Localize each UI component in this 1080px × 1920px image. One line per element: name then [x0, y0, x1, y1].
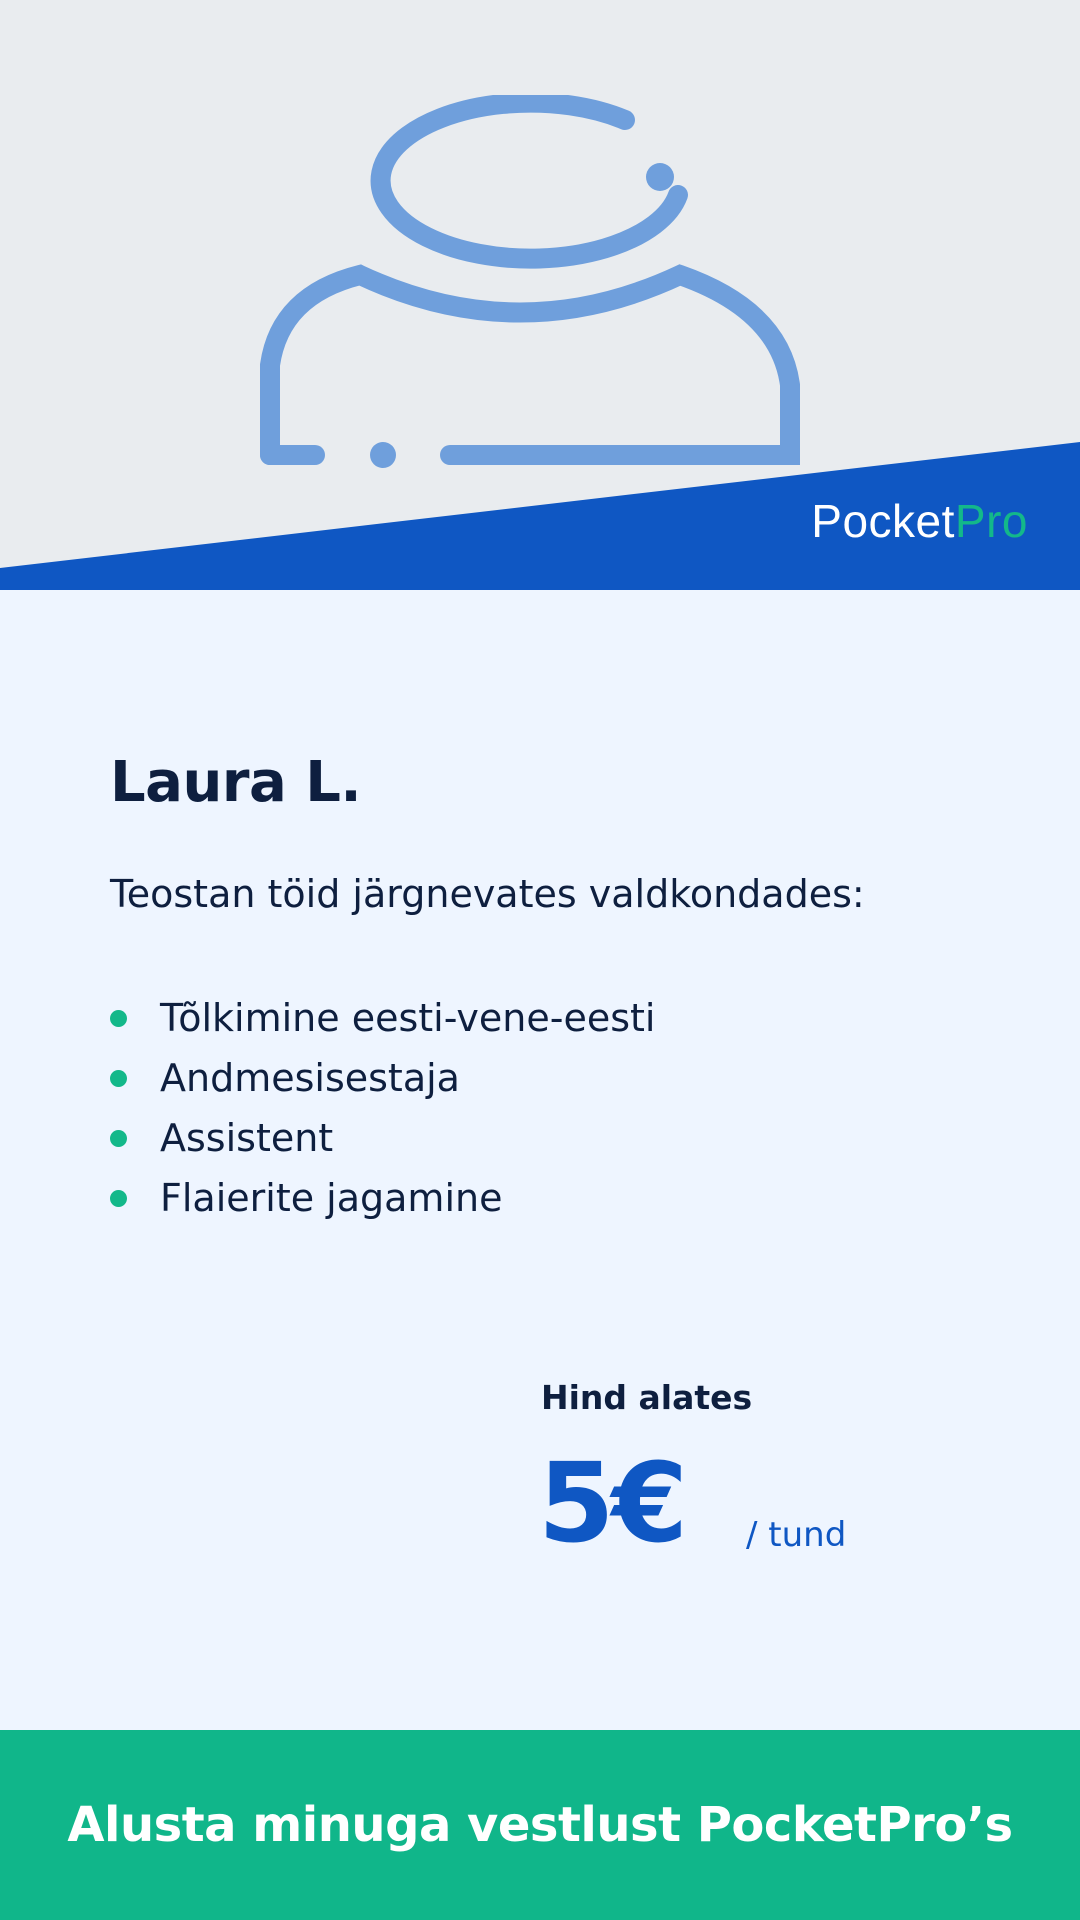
start-chat-button[interactable] — [0, 1730, 1080, 1920]
skill-item — [110, 988, 655, 1048]
profile-header — [0, 0, 1080, 590]
skill-label: Flaierite jagamine — [160, 1176, 503, 1220]
bullet-dot-icon — [110, 1070, 127, 1087]
bullet-dot-icon — [110, 1130, 127, 1147]
skill-item — [110, 1048, 655, 1108]
logo-text-pro: Pro — [954, 495, 1028, 547]
price-unit: / tund — [746, 1515, 847, 1555]
skill-item — [110, 1108, 655, 1168]
bullet-dot-icon — [110, 1010, 127, 1027]
skills-intro: Teostan töid järgnevates valdkondades: — [110, 872, 865, 916]
skills-list — [110, 988, 655, 1228]
skill-item — [110, 1168, 655, 1228]
skill-label: Andmesisestaja — [160, 1056, 460, 1100]
price-value: 5€ — [538, 1439, 686, 1567]
start-chat-button-label: Alusta minuga vestlust PocketPro’s — [67, 1797, 1013, 1853]
logo-text-pocket: Pocket — [811, 495, 955, 547]
skill-label: Tõlkimine eesti-vene-eesti — [160, 996, 656, 1040]
skill-label: Assistent — [160, 1116, 334, 1160]
bullet-dot-icon — [110, 1190, 127, 1207]
price-label: Hind alates — [541, 1378, 753, 1417]
profile-name: Laura L. — [110, 750, 362, 815]
pocketpro-logo[interactable] — [811, 495, 1028, 547]
